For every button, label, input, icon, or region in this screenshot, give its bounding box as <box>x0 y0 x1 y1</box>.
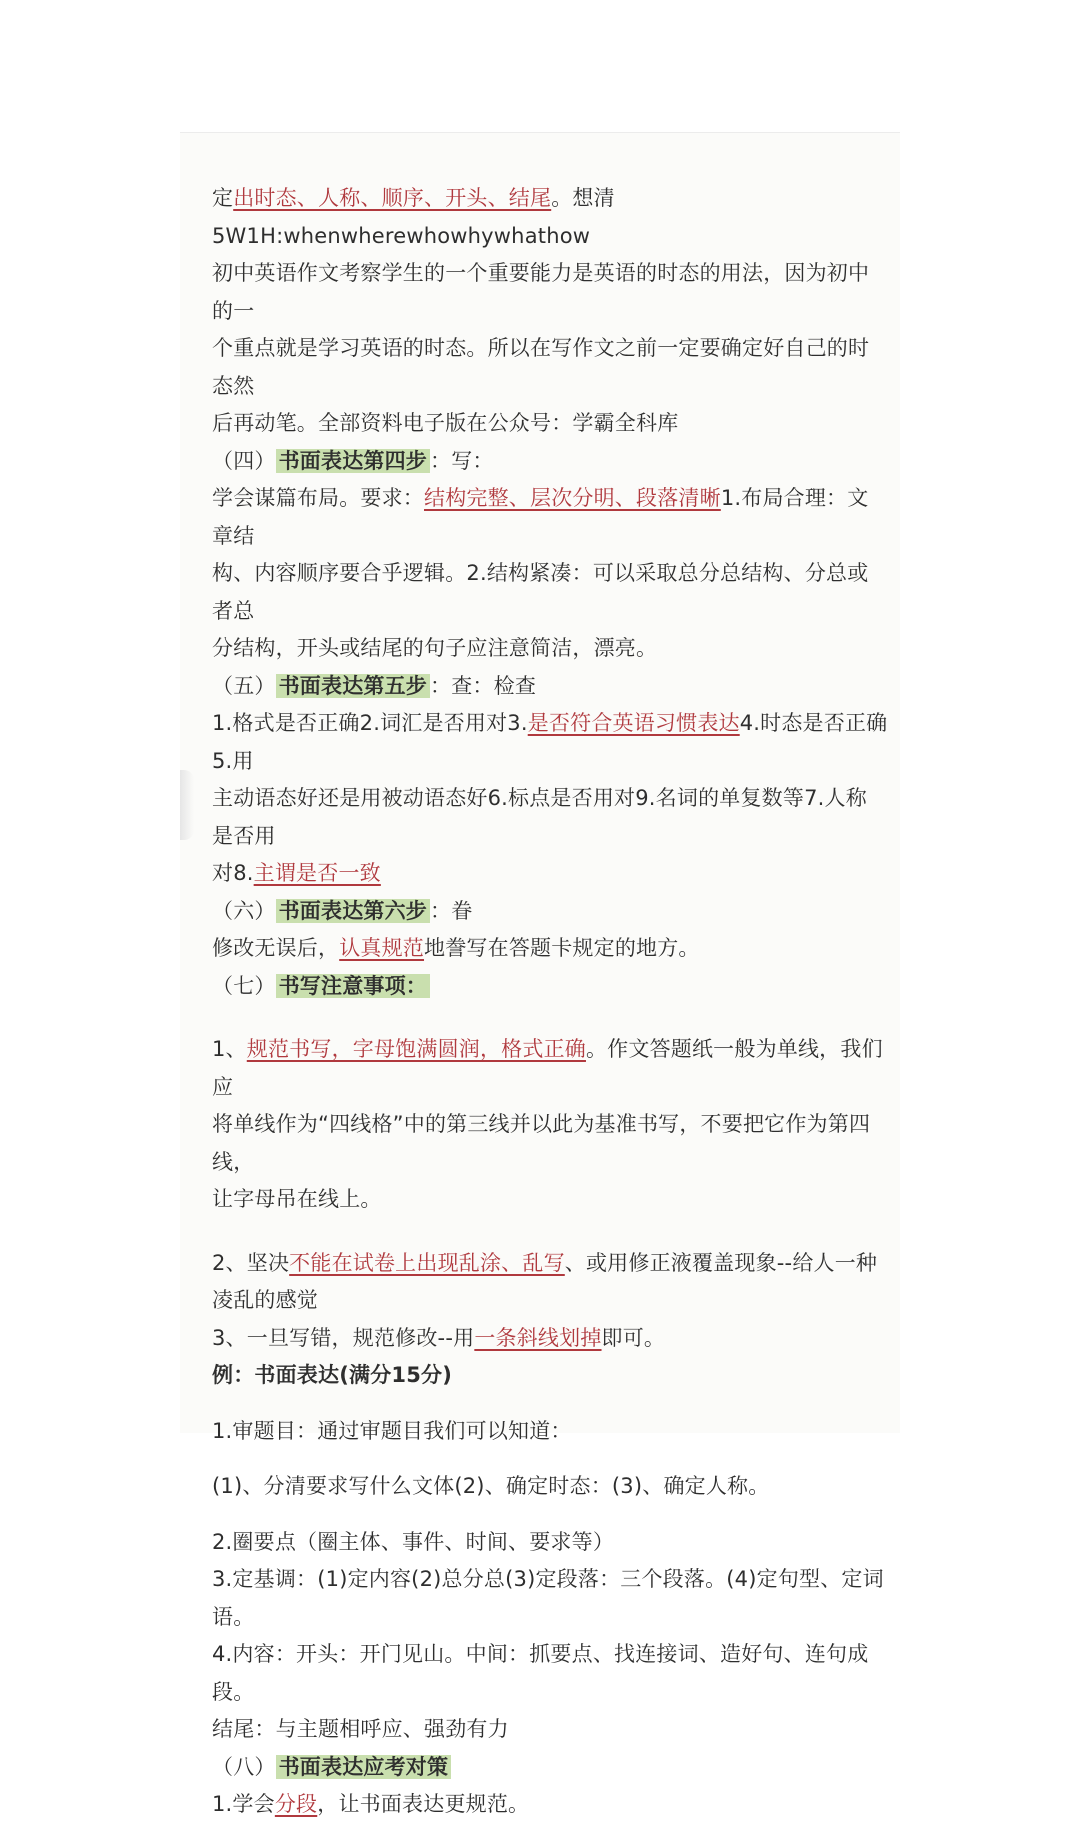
paragraph: 结尾：与主题相呼应、强劲有力 <box>212 1717 509 1741</box>
section-heading-6 <box>212 893 888 931</box>
text: 2、坚决 <box>212 1250 290 1275</box>
text: 即可。 <box>601 1325 666 1350</box>
paragraph: 2.圈要点（圈主体、事件、时间、要求等） <box>212 1529 615 1554</box>
paragraph: 构、内容顺序要合乎逻辑。2.结构紧凑：可以采取总分总结构、分总或者总 <box>212 561 869 623</box>
text: （六） <box>212 898 276 923</box>
underlined-text: 分段 <box>274 1792 318 1816</box>
paragraph: 分结构，开头或结尾的句子应注意简洁，漂亮。 <box>212 636 658 660</box>
paragraph <box>212 180 888 255</box>
text: 1.格式是否正确2.词汇是否用对3. <box>212 711 528 735</box>
text: 1.学会 <box>212 1792 275 1816</box>
underlined-text: 是否符合英语习惯表达 <box>527 711 740 735</box>
paragraph: 将单线作为“四线格”中的第三线并以此为基准书写，不要把它作为第四线， <box>212 1112 871 1174</box>
underlined-text: 规范书写，字母饱满圆润，格式正确 <box>246 1037 586 1061</box>
text: （四） <box>212 448 276 473</box>
paragraph: (1)、分清要求写什么文体(2)、确定时态：(3)、确定人称。 <box>212 1474 770 1498</box>
text: 1、 <box>212 1037 247 1061</box>
text: （七） <box>212 973 276 998</box>
underlined-text: 不能在试卷上出现乱涂、乱写 <box>289 1250 565 1275</box>
paragraph: 让字母吊在线上。 <box>212 1187 382 1211</box>
underlined-text: 一条斜线划掉 <box>474 1325 602 1350</box>
text: 。想清5W1H:whenwherewhowhywhathow <box>212 186 615 248</box>
paragraph: 3.定基调：(1)定内容(2)总分总(3)定段落：三个段落。(4)定句型、定词语。 <box>212 1567 884 1629</box>
spacer <box>212 1450 888 1468</box>
text: ：眷 <box>430 898 473 923</box>
highlight-text: 书面表达应考对策 <box>276 1755 452 1779</box>
text: 、或用修正液覆盖现象--给人一种 <box>564 1250 878 1275</box>
section-heading-4 <box>212 443 888 481</box>
text: 3、一旦写错，规范修改--用 <box>212 1325 475 1350</box>
highlight-text: 书面表达第六步 <box>276 899 430 923</box>
text: ：查：检查 <box>430 673 537 698</box>
text: 学会谋篇布局。要求： <box>212 486 424 510</box>
text: 4.时态是否正确5.用 <box>212 711 888 773</box>
paragraph <box>212 1245 888 1283</box>
paragraph <box>212 705 888 780</box>
text: 地誊写在答题卡规定的地方。 <box>424 936 700 960</box>
paragraph <box>212 930 888 968</box>
section-heading-7 <box>212 968 888 1006</box>
highlight-text: 书写注意事项： <box>276 974 430 998</box>
paragraph: 1.审题目：通过审题目我们可以知道： <box>212 1418 572 1443</box>
spacer <box>212 1395 888 1413</box>
paragraph <box>212 1786 888 1824</box>
underlined-text: 出时态、人称、顺序、开头、结尾 <box>233 186 552 210</box>
spacer <box>212 1506 888 1524</box>
section-heading-8 <box>212 1749 888 1787</box>
text: 定 <box>212 186 234 210</box>
text: （八） <box>212 1754 276 1779</box>
section-heading-5 <box>212 668 888 706</box>
paragraph: 4.内容：开头：开门见山。中间：抓要点、找连接词、造好句、连句成段。 <box>212 1642 869 1704</box>
paragraph: 个重点就是学习英语的时态。所以在写作文之前一定要确定好自己的时态然 <box>212 336 870 398</box>
paragraph: 主动语态好还是用被动语态好6.标点是否用对9.名词的单复数等7.人称是否用 <box>212 786 867 848</box>
spacer <box>212 1219 888 1245</box>
document-content <box>212 180 888 1824</box>
paragraph: 初中英语作文考察学生的一个重要能力是英语的时态的用法，因为初中的一 <box>212 261 870 323</box>
paragraph <box>212 855 888 893</box>
underlined-text: 结构完整、层次分明、段落清晰 <box>424 486 721 510</box>
text: 1.布局合理：文章结 <box>212 486 869 548</box>
highlight-text: 书面表达第四步 <box>276 449 430 473</box>
paragraph <box>212 480 888 555</box>
spacer <box>212 1005 888 1031</box>
text: 修改无误后， <box>212 936 340 960</box>
text: ：写： <box>430 448 494 473</box>
text: ，让书面表达更规范。 <box>317 1792 530 1816</box>
underlined-text: 认真规范 <box>339 936 425 960</box>
paragraph <box>212 1031 888 1106</box>
paragraph: 凌乱的感觉 <box>212 1288 318 1312</box>
text: （五） <box>212 673 276 698</box>
paragraph <box>212 1320 888 1358</box>
paragraph: 后再动笔。全部资料电子版在公众号：学霸全科库 <box>212 411 679 435</box>
text: 对8. <box>212 861 254 885</box>
example-title: 例：书面表达(满分15分) <box>212 1363 453 1387</box>
page-edge-shadow <box>180 770 194 840</box>
highlight-text: 书面表达第五步 <box>276 674 430 698</box>
underlined-text: 主谓是否一致 <box>253 861 381 885</box>
text: 。作文答题纸一般为单线，我们应 <box>212 1037 883 1099</box>
